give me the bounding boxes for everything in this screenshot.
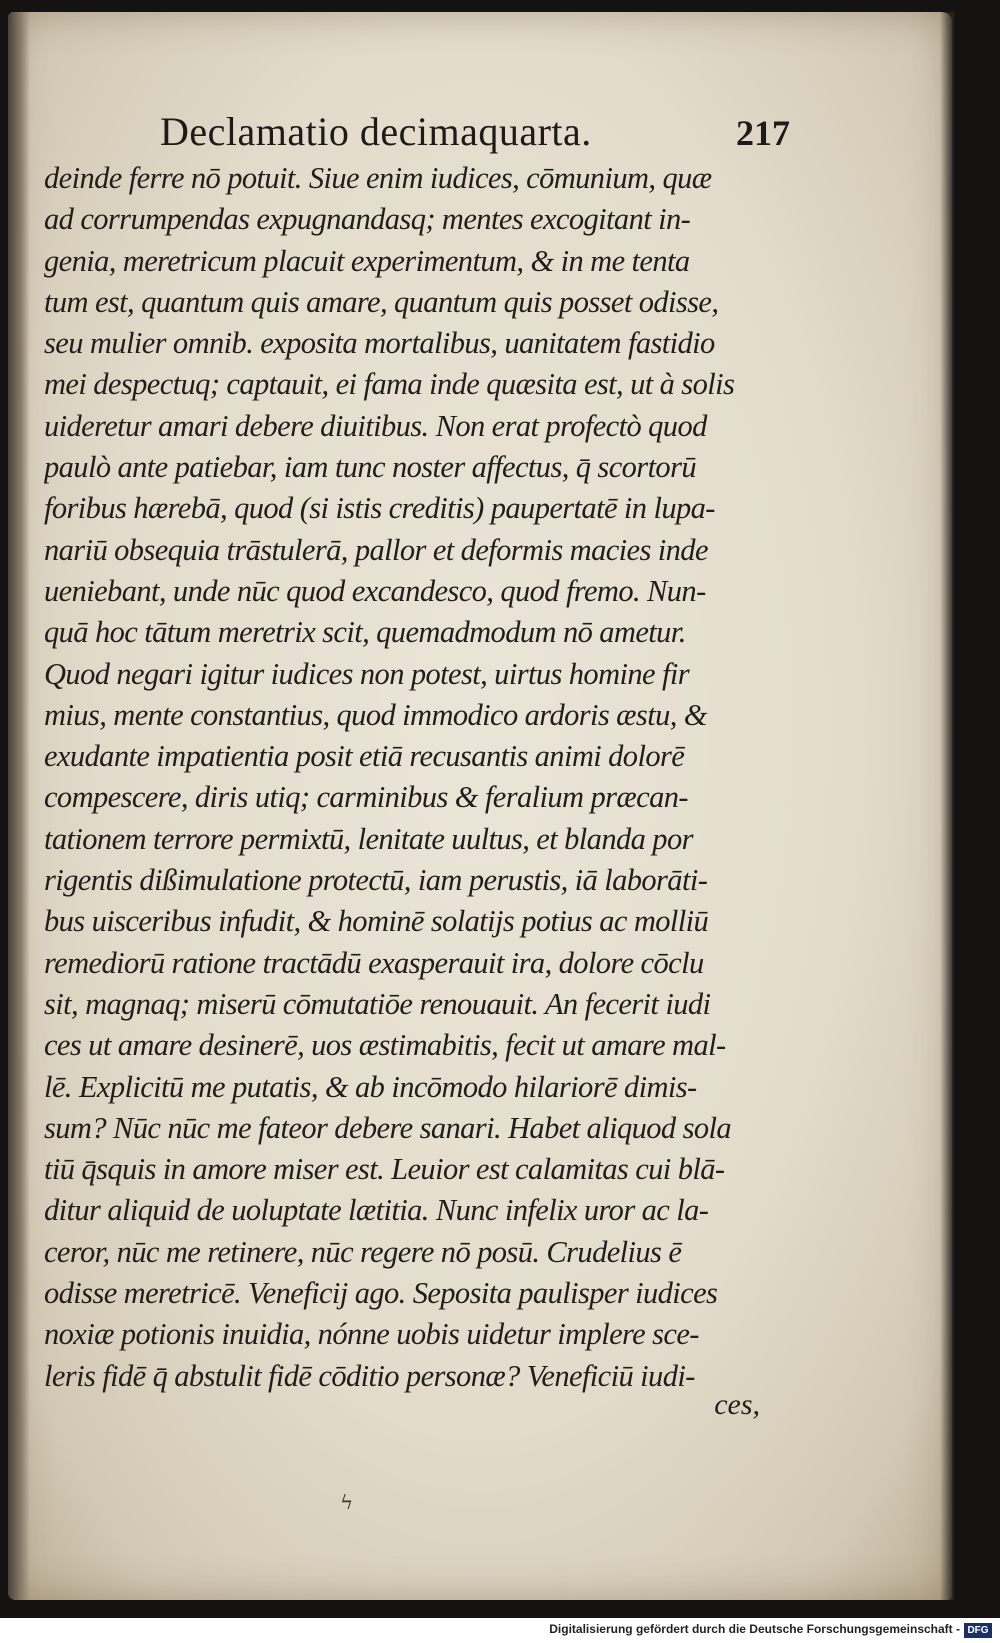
text-line: foribus hærebā, quod (si istis creditis) paupertatē in lupa- [44, 491, 715, 526]
page-edge [940, 12, 954, 1600]
text-line: lē. Explicitū me putatis, & ab incōmodo hilariorē dimis- [44, 1069, 697, 1104]
text-line: seu mulier omnib. exposita mortalibus, uanitatem fastidio [44, 326, 715, 361]
text-line: ceror, nūc me retinere, nūc regere nō posū. Crudelius ē [44, 1234, 682, 1269]
text-line: compescere, diris utiq; carminibus & feralium præcan- [44, 780, 688, 815]
text-line: exudante impatientia posit etiā recusantis animi dolorē [44, 739, 685, 774]
text-line: tationem terrore permixtū, lenitate uultus, et blanda por [44, 821, 693, 856]
text-line: ditur aliquid de uoluptate lætitia. Nunc infelix uror ac la- [44, 1193, 709, 1228]
text-line: quā hoc tātum meretrix scit, quemadmodum nō ametur. [44, 615, 686, 650]
text-line: genia, meretricum placuit experimentum, & in me tenta [44, 243, 690, 278]
text-line: bus uisceribus infudit, & hominē solatijs potius ac molliū [44, 904, 709, 939]
text-line: paulò ante patiebar, iam tunc noster affectus, q̄ scortorū [44, 450, 697, 485]
running-head: Declamatio decimaquarta. [160, 109, 592, 154]
text-line: rigentis dißimulatione protectū, iam perustis, iā laborāti- [44, 863, 708, 898]
text-line: remediorū ratione tractādū exasperauit ira, dolore cōclu [44, 945, 704, 980]
text-line: Quod negari igitur iudices non potest, uirtus homine fir [44, 656, 690, 691]
catchword: ces, [714, 1388, 760, 1421]
text-line: odisse meretricē. Veneficij ago. Seposita paulisper iudices [44, 1276, 718, 1311]
text-line: ueniebant, unde nūc quod excandesco, quod fremo. Nun- [44, 573, 706, 608]
text-line: mius, mente constantius, quod immodico ardoris æstu, & [44, 697, 707, 732]
body-text [44, 158, 804, 1397]
text-line: ad corrumpendas expugnandasq; mentes excogitant in- [44, 202, 691, 237]
page-number: 217 [736, 113, 790, 153]
text-line: tiū q̄squis in amore miser est. Leuior est calamitas cui blā- [44, 1152, 725, 1187]
text-line: leris fidē q̄ abstulit fidē cōditio personæ? Veneficiū iudi- [44, 1358, 695, 1393]
text-line: uideretur amari debere diuitibus. Non erat profectò quod [44, 408, 707, 443]
funding-credit: Digitalisierung gefördert durch die Deutsche Forschungsgemeinschaft - [549, 1622, 960, 1636]
page-gutter [8, 12, 30, 1600]
text-line: tum est, quantum quis amare, quantum quis posset odisse, [44, 284, 719, 319]
dfg-logo: DFG [964, 1623, 992, 1638]
text-line: noxiæ potionis inuidia, nónne uobis uidetur implere sce- [44, 1317, 699, 1352]
text-line: sum? Nūc nūc me fateor debere sanari. Habet aliquod sola [44, 1110, 732, 1145]
text-line: nariū obsequia trāstulerā, pallor et deformis macies inde [44, 532, 708, 567]
text-line: deinde ferre nō potuit. Siue enim iudices, cōmunium, quæ [44, 161, 712, 195]
text-line: mei despectuq; captauit, ei fama inde quæsita est, ut à solis [44, 367, 735, 402]
text-line: ces ut amare desinerē, uos æstimabitis, fecit ut amare mal- [44, 1028, 726, 1063]
page-mark: ϟ [340, 1490, 354, 1514]
text-line: sit, magnaq; miserū cōmutatiōe renouauit. An fecerit iudi [44, 986, 711, 1021]
